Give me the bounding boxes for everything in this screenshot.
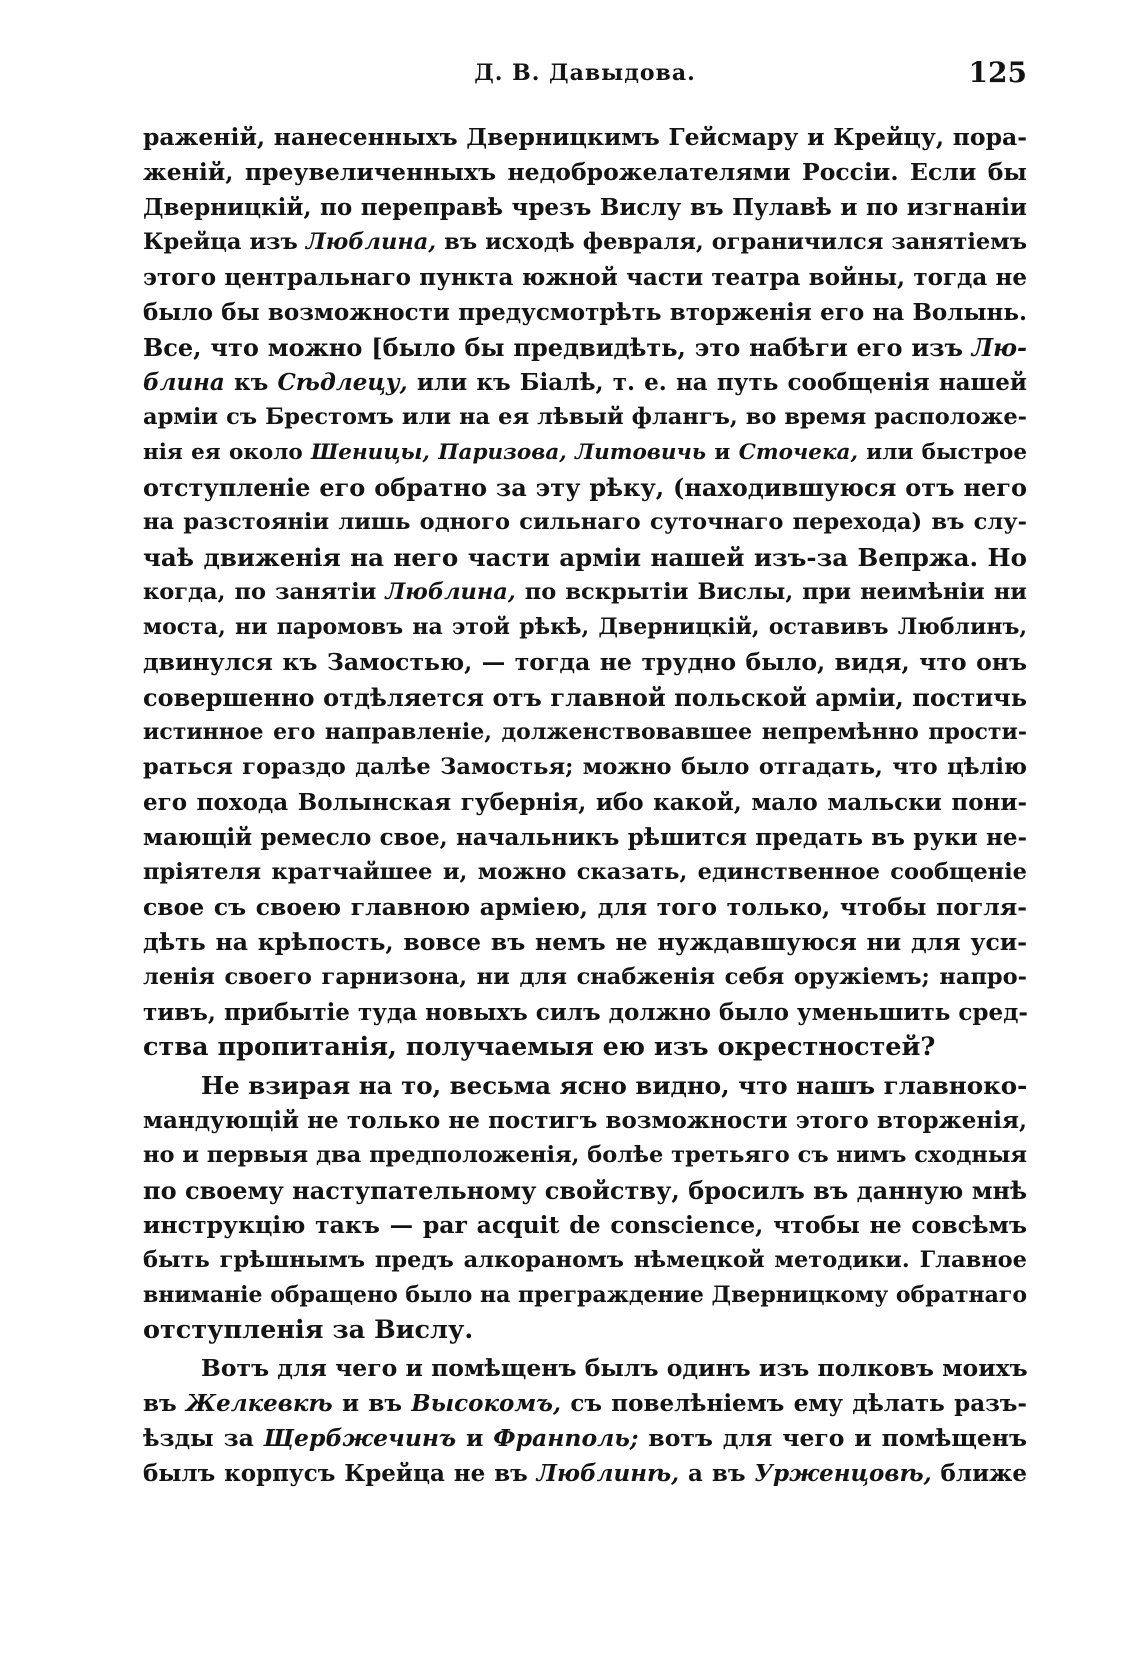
- text-line: арміи съ Брестомъ или на ея лѣвый флангъ, во время расположе-: [143, 404, 1027, 430]
- text-line: нія ея около Шеницы, Паризова, Литовичь и Сточека, или быстрое: [143, 440, 1027, 465]
- text-line: раться гораздо далѣе Замостья; можно было отгадать, что цѣлію: [143, 754, 1027, 780]
- italic-place-name: Франполь;: [493, 1424, 639, 1452]
- italic-place-name: Щербжечинъ: [263, 1424, 457, 1452]
- text-line: мандующій не только не постигъ возможности этого вторженія,: [143, 1107, 1027, 1134]
- text-line: былъ корпусъ Крейца не въ Люблинѣ, а въ Урженцовѣ, ближе: [143, 1460, 1027, 1487]
- page-number: 125: [968, 56, 1027, 89]
- text-line: но и первыя два предположенія, болѣе третьяго съ нимъ сходныя: [143, 1142, 1027, 1168]
- text-line: чаѣ движенія на него части арміи нашей изъ-за Вепржа. Но: [143, 543, 1027, 572]
- italic-place-name: Урженцовѣ,: [754, 1460, 932, 1487]
- text-line: блина къ Сѣдлецу, или къ Біалѣ, т. е. на путь сообщенія нашей: [143, 369, 1027, 396]
- text-line: Крейца изъ Люблина, въ исходѣ февраля, ограничился занятіемъ: [143, 229, 1027, 255]
- text-line: ленія своего гарнизона, ни для снабженія себя оружіемъ; напро-: [143, 964, 1027, 990]
- italic-place-name: Желкевкѣ: [185, 1390, 333, 1417]
- italic-place-name: Высокомъ,: [411, 1390, 561, 1417]
- italic-place-name: блина: [143, 369, 225, 396]
- italic-place-name: Люблина,: [385, 579, 516, 605]
- text-line: совершенно отдѣляется отъ главной польской арміи, постичь: [143, 683, 1027, 712]
- text-line: было бы возможности предусмотрѣть вторженія его на Волынь.: [143, 299, 1027, 326]
- text-line: женій, преувеличенныхъ недоброжелателями Россіи. Если бы: [143, 158, 1027, 186]
- running-head: [143, 52, 1027, 98]
- running-title: Д. В. Давыдова.: [474, 60, 696, 86]
- text-line: этого центральнаго пункта южной части театра войны, тогда не: [143, 264, 1027, 291]
- text-line: по своему наступательному свойству, бросилъ въ данную мнѣ: [143, 1176, 1027, 1205]
- italic-place-name: Сточека,: [738, 440, 858, 465]
- text-line: въ Желкевкѣ и въ Высокомъ, съ повелѣніемъ ему дѣлать разъ-: [143, 1390, 1027, 1417]
- italic-place-name: Лю-: [971, 333, 1027, 362]
- text-line: пріятеля кратчайшее и, можно сказать, единственное сообщеніе: [143, 859, 1027, 885]
- text-line: когда, по занятіи Люблина, по вскрытіи Вислы, при неимѣніи ни: [143, 579, 1027, 605]
- text-line: инструкцію такъ — par acquit de conscience, чтобы не совсѣмъ: [143, 1211, 1027, 1239]
- text-line: истинное его направленіе, долженствовавшее непремѣнно прости-: [143, 719, 1027, 745]
- text-line: моста, ни паромовъ на этой рѣкѣ, Дверницкій, оставивъ Люблинъ,: [143, 614, 1027, 640]
- text-line: его похода Волынская губернія, ибо какой, мало мальски пони-: [143, 789, 1027, 816]
- text-line: вниманіе обращено было на преграждение Дверницкому обратнаго: [143, 1282, 1027, 1308]
- text-line: двинулся къ Замостью, — тогда не трудно было, видя, что онъ: [143, 648, 1027, 676]
- text-line: быть грѣшнымъ предъ алкораномъ нѣмецкой методики. Главное: [143, 1247, 1027, 1273]
- italic-place-name: Люблинѣ,: [536, 1460, 680, 1487]
- text-line: свое съ своею главною арміею, для того только, чтобы погля-: [143, 893, 1027, 921]
- text-line: Все, что можно [было бы предвидѣть, это набѣги его изъ Лю-: [143, 333, 1027, 362]
- text-line: отступленія за Вислу.: [143, 1315, 474, 1345]
- text-line: Дверницкій, по переправѣ чрезъ Вислу въ Пулавѣ и по изгнаніи: [143, 194, 1027, 221]
- text-line: отступленіе его обратно за эту рѣку, (находившуюся отъ него: [143, 473, 1027, 502]
- text-line: дѣть на крѣпость, вовсе въ немъ не нуждавшуюся ни для уси-: [143, 928, 1027, 956]
- text-line: Не взирая на то, весьма ясно видно, что нашъ главноко-: [201, 1071, 1028, 1100]
- text-line: раженій, нанесенныхъ Дверницкимъ Гейсмару и Крейцу, пора-: [143, 123, 1027, 151]
- text-line: мающій ремесло свое, начальникъ рѣшится предать въ руки не-: [143, 824, 1027, 851]
- text-line: ѣзды за Щербжечинъ и Франполь; вотъ для чего и помѣщенъ: [143, 1424, 1028, 1452]
- text-line: Вотъ для чего и помѣщенъ былъ одинъ изъ полковъ моихъ: [201, 1354, 1028, 1382]
- italic-place-name: Шеницы, Паризова, Литовичь: [311, 440, 707, 465]
- italic-place-name: Сѣдлецу,: [277, 369, 408, 396]
- text-line: на разстояніи лишь одного сильнаго суточнаго перехода) въ слу-: [143, 509, 1027, 535]
- italic-place-name: Люблина,: [305, 229, 437, 255]
- text-line: ства пропитанія, получаемыя ею изъ окрестностей?: [143, 1032, 936, 1062]
- body-text: [143, 120, 1027, 1491]
- text-line: тивъ, прибытіе туда новыхъ силъ должно было уменьшить сред-: [143, 999, 1028, 1026]
